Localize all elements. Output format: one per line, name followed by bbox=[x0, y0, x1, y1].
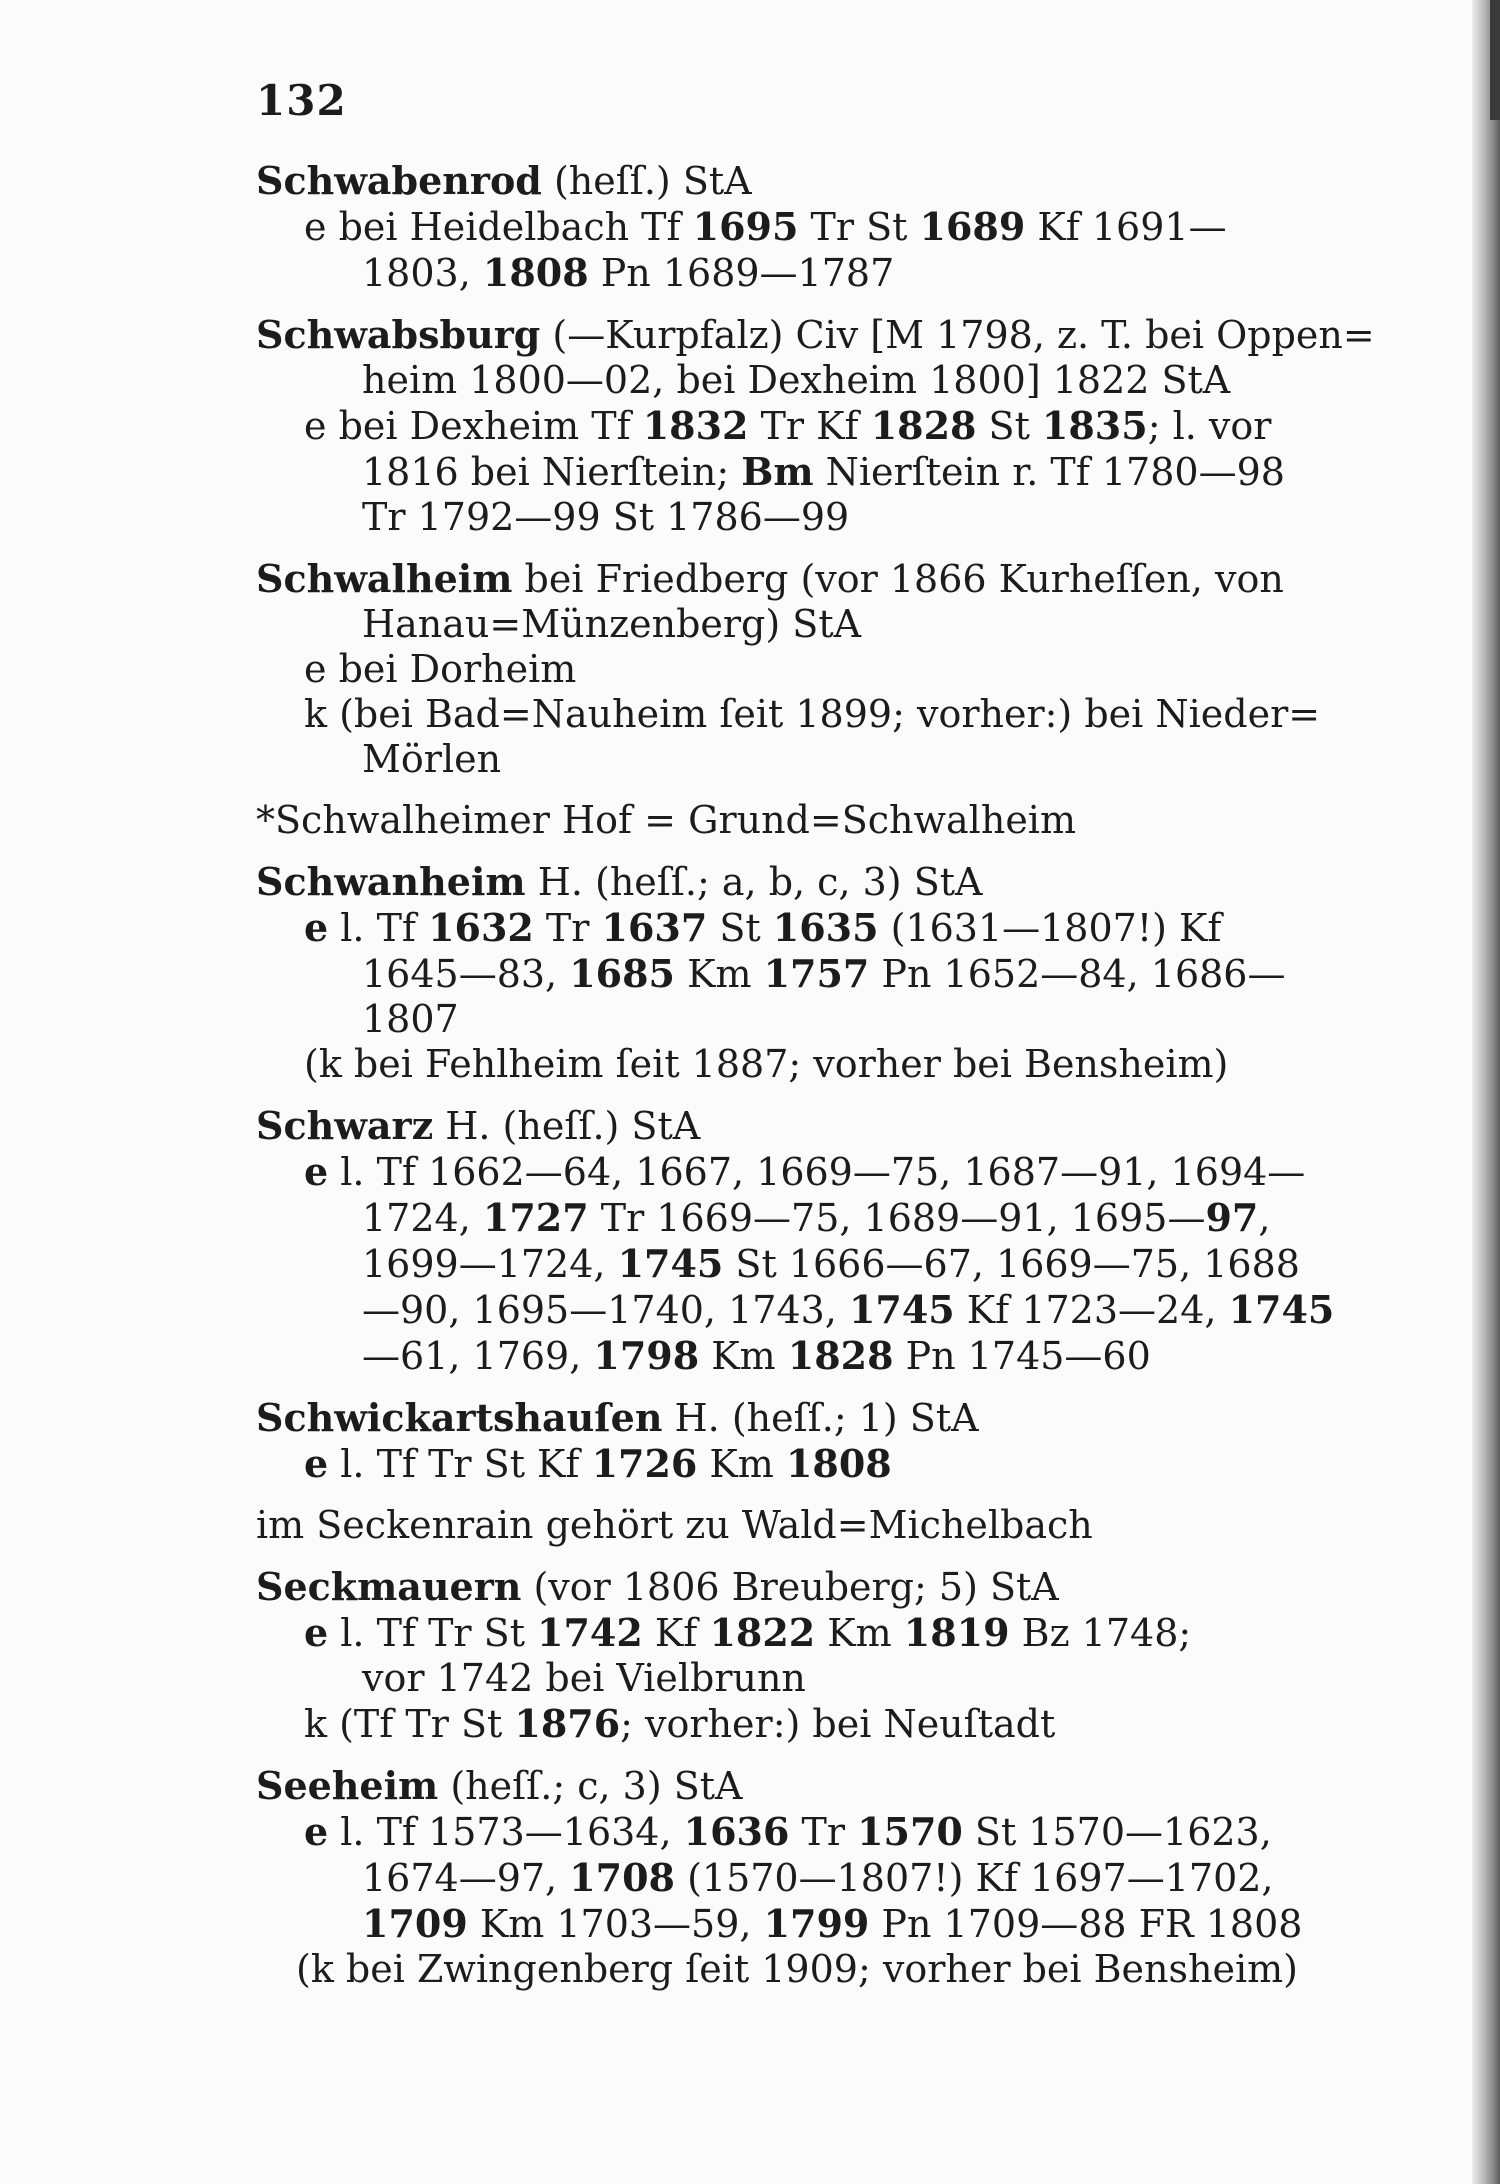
text-segment: Km bbox=[815, 1611, 904, 1655]
text-segment: im Seckenrain gehört zu Wald=Michelbach bbox=[256, 1503, 1093, 1547]
text-segment: 1835 bbox=[1041, 403, 1148, 448]
text-segment: 1726 bbox=[591, 1441, 698, 1486]
text-segment: 1699—1724, bbox=[362, 1242, 618, 1286]
text-segment: e bbox=[304, 1149, 329, 1194]
text-segment: 97 bbox=[1205, 1195, 1259, 1240]
entry bbox=[256, 556, 1332, 782]
entry-line bbox=[256, 1656, 1332, 1701]
entry bbox=[256, 1103, 1335, 1379]
text-segment: St 1666—67, 1669—75, 1688 bbox=[723, 1242, 1300, 1286]
text-segment: heim 1800—02, bei Dexheim 1800] 1822 StA bbox=[362, 358, 1231, 402]
text-segment: , bbox=[1258, 1196, 1271, 1240]
entry-line bbox=[256, 204, 1332, 250]
entry-line bbox=[256, 692, 1332, 737]
text-segment: 1689 bbox=[919, 204, 1026, 249]
text-segment: H. (heſſ.; 1) StA bbox=[662, 1396, 979, 1440]
text-segment: Tr bbox=[789, 1810, 858, 1854]
entry-line bbox=[256, 1287, 1335, 1333]
entry bbox=[256, 312, 1375, 540]
entry-line bbox=[256, 403, 1332, 449]
headword: Schwabsburg bbox=[256, 312, 541, 357]
text-segment: e bei Heidelbach Tf bbox=[304, 205, 693, 249]
book-spine-shadow bbox=[1472, 0, 1500, 2184]
text-segment: Mörlen bbox=[362, 737, 502, 781]
text-segment: (—Kurpfalz) Civ [M 1798, z. T. bei Oppen= bbox=[540, 313, 1375, 357]
text-segment: ; l. vor bbox=[1147, 404, 1272, 448]
text-segment: 1742 bbox=[537, 1610, 643, 1655]
text-segment: 1570 bbox=[857, 1809, 963, 1854]
text-segment: 1636 bbox=[683, 1809, 790, 1854]
text-segment: Km bbox=[699, 1334, 788, 1378]
text-segment: Nierſtein r. Tf 1780—98 bbox=[813, 450, 1285, 494]
text-segment: 1822 bbox=[709, 1610, 816, 1655]
entry-line bbox=[256, 1149, 1332, 1195]
text-segment: (vor 1806 Breuberg; 5) StA bbox=[521, 1565, 1059, 1609]
entry-line bbox=[256, 1441, 1332, 1487]
text-segment: k (bei Bad=Nauheim ſeit 1899; vorher:) bei Nieder= bbox=[304, 692, 1321, 736]
text-segment: 1803, bbox=[362, 251, 483, 295]
text-segment: 1816 bei Nierſtein; bbox=[362, 450, 742, 494]
entry-headline bbox=[256, 1395, 1332, 1441]
entry-line bbox=[256, 1809, 1332, 1855]
text-segment: Tr St bbox=[798, 205, 920, 249]
gazetteer-entries bbox=[256, 158, 1375, 2008]
text-segment: k (Tf Tr St bbox=[304, 1702, 515, 1746]
text-segment: Bm bbox=[741, 449, 814, 494]
text-segment: 1685 bbox=[569, 951, 675, 996]
entry-line bbox=[256, 1701, 1332, 1747]
text-segment: —90, 1695—1740, 1743, bbox=[362, 1288, 849, 1332]
entry-line bbox=[256, 602, 1332, 647]
text-segment: 1819 bbox=[903, 1610, 1010, 1655]
text-segment: l. Tf bbox=[328, 906, 429, 950]
text-segment: (heſſ.) StA bbox=[541, 159, 752, 203]
text-segment: 1727 bbox=[482, 1195, 589, 1240]
text-segment: Km bbox=[697, 1442, 786, 1486]
text-segment: H. (heſſ.) StA bbox=[433, 1104, 701, 1148]
headword: Seckmauern bbox=[256, 1564, 522, 1609]
text-segment: e bei Dorheim bbox=[304, 647, 577, 691]
text-segment: 1799 bbox=[763, 1901, 870, 1946]
headword: Schwabenrod bbox=[256, 158, 542, 203]
text-segment: 1828 bbox=[787, 1333, 894, 1378]
text-segment: 1674—97, bbox=[362, 1856, 570, 1900]
text-segment: *Schwalheimer Hof = Grund=Schwalheim bbox=[256, 798, 1076, 842]
text-segment: 1635 bbox=[772, 905, 879, 950]
headword: Schwickartshauſen bbox=[256, 1395, 663, 1440]
text-segment: 1695 bbox=[692, 204, 799, 249]
text-segment: l. Tf 1662—64, 1667, 1669—75, 1687—91, 1694— bbox=[328, 1150, 1306, 1194]
text-segment: Tr 1792—99 St 1786—99 bbox=[362, 495, 850, 539]
headword: Schwanheim bbox=[256, 859, 526, 904]
entry-line bbox=[256, 905, 1332, 951]
text-segment: e bei Dexheim Tf bbox=[304, 404, 643, 448]
headword: Schwarz bbox=[256, 1103, 434, 1148]
text-segment: 1876 bbox=[514, 1701, 621, 1746]
entry bbox=[256, 1503, 1332, 1548]
text-segment: 1828 bbox=[870, 403, 977, 448]
headword: Seeheim bbox=[256, 1763, 439, 1808]
text-segment: St 1570—1623, bbox=[962, 1810, 1272, 1854]
text-segment: Kf 1691— bbox=[1025, 205, 1227, 249]
text-segment: St bbox=[976, 404, 1042, 448]
entry bbox=[256, 798, 1332, 843]
text-segment: 1632 bbox=[428, 905, 534, 950]
text-segment: 1645—83, bbox=[362, 952, 570, 996]
text-segment: 1808 bbox=[785, 1441, 892, 1486]
entry-headline bbox=[256, 312, 1375, 358]
entry bbox=[256, 859, 1332, 1087]
page-number: 132 bbox=[256, 76, 347, 125]
text-segment: 1745 bbox=[848, 1287, 955, 1332]
text-segment: 1637 bbox=[601, 905, 708, 950]
text-segment: Tr Kf bbox=[748, 404, 871, 448]
text-segment: Hanau=Münzenberg) StA bbox=[362, 602, 862, 646]
entry-line bbox=[256, 1333, 1332, 1379]
entry-line bbox=[256, 737, 1332, 782]
entry-line bbox=[256, 250, 1332, 296]
text-segment: l. Tf Tr St bbox=[328, 1611, 538, 1655]
text-segment: 1798 bbox=[593, 1333, 700, 1378]
entry-line bbox=[256, 1195, 1332, 1241]
entry bbox=[256, 1395, 1332, 1487]
text-segment: —61, 1769, bbox=[362, 1334, 594, 1378]
entry-line bbox=[256, 1901, 1332, 1947]
text-segment: bei Friedberg (vor 1866 Kurheſſen, von bbox=[512, 557, 1284, 601]
entry-headline bbox=[256, 556, 1332, 602]
entry-headline bbox=[256, 1763, 1332, 1809]
text-segment: Pn 1652—84, 1686— bbox=[869, 952, 1286, 996]
entry bbox=[256, 1763, 1332, 1992]
text-segment: 1708 bbox=[569, 1855, 675, 1900]
text-segment: e bbox=[304, 905, 329, 950]
text-segment: l. Tf Tr St Kf bbox=[328, 1442, 592, 1486]
text-segment: Pn 1745—60 bbox=[893, 1334, 1151, 1378]
text-segment: 1757 bbox=[763, 951, 870, 996]
entry-line bbox=[256, 997, 1332, 1042]
text-segment: vor 1742 bei Vielbrunn bbox=[362, 1656, 806, 1700]
text-segment: ; vorher:) bei Neuſtadt bbox=[620, 1702, 1056, 1746]
book-spine-edge bbox=[1490, 0, 1500, 120]
entry-headline bbox=[256, 1103, 1332, 1149]
text-segment: e bbox=[304, 1610, 329, 1655]
text-segment: Tr bbox=[533, 906, 602, 950]
text-segment: 1745 bbox=[1228, 1287, 1335, 1332]
text-segment: Pn 1689—1787 bbox=[588, 251, 895, 295]
text-segment: 1832 bbox=[642, 403, 749, 448]
entry-line bbox=[256, 1947, 1332, 1992]
entry-headline bbox=[256, 1503, 1332, 1548]
entry-line bbox=[256, 358, 1332, 403]
headword: Schwalheim bbox=[256, 556, 513, 601]
entry-line bbox=[256, 449, 1332, 495]
text-segment: St bbox=[707, 906, 773, 950]
text-segment: (1631—1807!) Kf bbox=[878, 906, 1222, 950]
entry-headline bbox=[256, 798, 1332, 843]
entry-line bbox=[256, 1241, 1332, 1287]
text-segment: H. (heſſ.; a, b, c, 3) StA bbox=[525, 860, 983, 904]
text-segment: 1745 bbox=[617, 1241, 724, 1286]
entry-headline bbox=[256, 158, 1332, 204]
text-segment: 1724, bbox=[362, 1196, 483, 1240]
text-segment: (k bei Zwingenberg ſeit 1909; vorher bei Bensheim) bbox=[296, 1947, 1298, 1991]
entry-line bbox=[256, 495, 1332, 540]
text-segment: Tr 1669—75, 1689—91, 1695— bbox=[588, 1196, 1206, 1240]
entry-headline bbox=[256, 859, 1332, 905]
entry bbox=[256, 1564, 1332, 1747]
entry-line bbox=[256, 647, 1332, 692]
entry-line bbox=[256, 1610, 1332, 1656]
text-segment: (heſſ.; c, 3) StA bbox=[438, 1764, 743, 1808]
text-segment: 1709 bbox=[362, 1901, 468, 1946]
text-segment: (1570—1807!) Kf 1697—1702, bbox=[674, 1856, 1274, 1900]
text-segment: e bbox=[304, 1809, 329, 1854]
entry-line bbox=[256, 1042, 1332, 1087]
text-segment: Pn 1709—88 FR 1808 bbox=[869, 1902, 1303, 1946]
text-segment: Kf bbox=[642, 1611, 710, 1655]
text-segment: Kf 1723—24, bbox=[954, 1288, 1229, 1332]
text-segment: l. Tf 1573—1634, bbox=[328, 1810, 684, 1854]
text-segment: Km bbox=[674, 952, 764, 996]
text-segment: 1808 bbox=[482, 250, 589, 295]
entry-line bbox=[256, 1855, 1332, 1901]
text-segment: e bbox=[304, 1441, 329, 1486]
text-segment: Bz 1748; bbox=[1009, 1611, 1192, 1655]
text-segment: 1807 bbox=[362, 997, 459, 1041]
entry-headline bbox=[256, 1564, 1332, 1610]
text-segment: (k bei Fehlheim ſeit 1887; vorher bei Bensheim) bbox=[304, 1042, 1229, 1086]
entry bbox=[256, 158, 1332, 296]
text-segment: Km 1703—59, bbox=[467, 1902, 764, 1946]
entry-line bbox=[256, 951, 1332, 997]
